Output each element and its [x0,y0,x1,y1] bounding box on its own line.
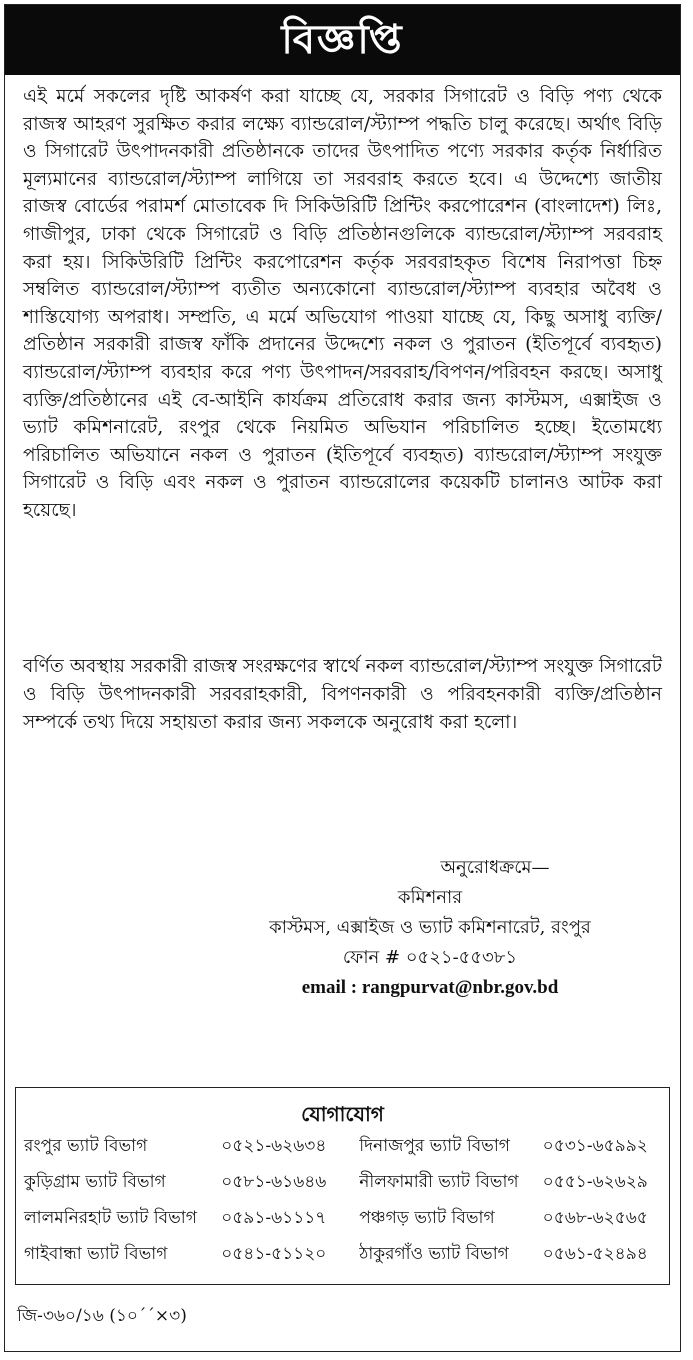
signature-designation: কমিশনার [397,887,463,908]
contact-office-name: পঞ্চগড় ভ্যাট বিভাগ [359,1208,495,1228]
contact-office-name: লালমনিরহাট ভ্যাট বিভাগ [24,1208,197,1228]
contact-office-phone: ০৫৬৮-৬২৫৬৫ [542,1208,648,1228]
contact-office-name: নীলফামারী ভ্যাট বিভাগ [359,1172,519,1192]
contact-office-name: ঠাকুরগাঁও ভ্যাট বিভাগ [359,1244,509,1264]
signature-block [220,853,640,1003]
contact-box [15,1087,670,1285]
signature-phone: ফোন # ০৫২১-৫৫৩৮১ [342,947,518,968]
contact-office-phone: ০৫৪১-৫১১২০ [221,1244,327,1264]
contact-row [16,1200,669,1236]
contact-office-name: গাইবান্ধা ভ্যাট বিভাগ [24,1244,168,1264]
notice-paragraph-1: এই মর্মে সকলের দৃষ্টি আকর্ষণ করা যাচ্ছে যে, সরকার সিগারেট ও বিড়ি পণ্য থেকে রাজস্ব আহরণ সুরক্ষিত করার লক্ষ্যে ব্যান্ডরোল/স্ট্যাম্প পদ্ধতি চালু করেছে। অর্থাৎ বিড়ি ও সিগারেট উৎপাদনকারী প্রতিষ্ঠানকে তাদের উৎপাদিত পণ্যে সরকার কর্তৃক নির্ধারিত মূল্যমানের ব্যান্ডরোল/স্ট্যাম্প লাগিয়ে তা সরবরাহ করতে হবে। এ উদ্দেশ্যে জাতীয় রাজস্ব বোর্ডের পরামর্শ মোতাবেক দি সিকিউরিটি প্রিন্টিং করপোরেশন (বাংলাদেশ) লিঃ, গাজীপুর, ঢাকা থেকে সিগারেট ও বিড়ি প্রতিষ্ঠানগুলিকে ব্যান্ডরোল/স্ট্যাম্প সরবরাহ করা হয়। সিকিউরিটি প্রিন্টিং করপোরেশন কর্তৃক সরবরাহকৃত বিশেষ নিরাপত্তা চিহ্ন সম্বলিত ব্যান্ডরোল/স্ট্যাম্প ব্যতীত অন্যকোনো ব্যান্ডরোল/স্ট্যাম্প ব্যবহার অবৈধ ও শাস্তিযোগ্য অপরাধ। সম্প্রতি, এ মর্মে অভিযোগ পাওয়া যাচ্ছে যে, কিছু অসাধু ব্যক্তি/প্রতিষ্ঠান সরকারী রাজস্ব ফাঁকি প্রদানের উদ্দেশ্যে নকল ও পুরাতন (ইতিপূর্বে ব্যবহৃত) ব্যান্ডরোল/স্ট্যাম্প ব্যবহার করে পণ্য উৎপাদন/সরবরাহ/বিপণন/পরিবহন করছে। অসাধু ব্যক্তি/প্রতিষ্ঠানের এই বে-আইনি কার্যক্রম প্রতিরোধ করার জন্য কাস্টমস, এক্সাইজ ও ভ্যাট কমিশনারেট, রংপুর থেকে নিয়মিত অভিযান পরিচালিত হচ্ছে। ইতোমধ্যে পরিচালিত অভিযানে নকল ও পুরাতন (ইতিপূর্বে ব্যবহৃত) ব্যান্ডরোল/স্ট্যাম্প সংযুক্ত সিগারেট ও বিড়ি এবং নকল ও পুরাতন ব্যান্ডরোলের কয়েকটি চালানও আটক করা হয়েছে। [23,86,662,521]
contact-row [16,1164,669,1200]
contact-office-phone: ০৫৩১-৬৫৯৯২ [542,1136,648,1156]
notice-paragraph-2: বর্ণিত অবস্থায় সরকারী রাজস্ব সংরক্ষণের স্বার্থে নকল ব্যান্ডরোল/স্ট্যাম্প সংযুক্ত সিগারেট ও বিড়ি উৎপাদনকারী সরবরাহকারী, বিপণনকারী ও পরিবহনকারী ব্যক্তি/প্রতিষ্ঠান সম্পর্কে তথ্য দিয়ে সহায়তা করার জন্য সকলকে অনুরোধ করা হলো। [23,656,662,733]
contact-row [16,1128,669,1164]
signature-email: email : rangpurvat@nbr.gov.bd [301,977,559,998]
contact-office-phone: ০৫৮১-৬১৬৪৬ [221,1172,327,1192]
signature-office: কাস্টমস, এক্সাইজ ও ভ্যাট কমিশনারেট, রংপুর [269,917,591,938]
contact-office-phone: ০৫৬১-৫২৪৯৪ [542,1244,648,1264]
signature-request-line: অনুরোধক্রমে— [440,857,550,878]
notice-page [4,4,681,1352]
contact-office-phone: ০৫২১-৬২৬৩৪ [221,1136,327,1156]
contact-title: যোগাযোগ [301,1102,384,1126]
contact-office-phone: ০৫৫১-৬২৬২৯ [542,1172,648,1192]
notice-title: বিজ্ঞপ্তি [5,5,680,75]
contact-office-name: রংপুর ভ্যাট বিভাগ [24,1136,148,1156]
contact-office-name: দিনাজপুর ভ্যাট বিভাগ [359,1136,510,1156]
footer-code: জি-৩৬০/১৬ (১০´´×৩) [17,1306,187,1326]
contact-row [16,1236,669,1272]
contact-office-name: কুড়িগ্রাম ভ্যাট বিভাগ [24,1172,166,1192]
contact-office-phone: ০৫৯১-৬১১১৭ [221,1208,327,1228]
